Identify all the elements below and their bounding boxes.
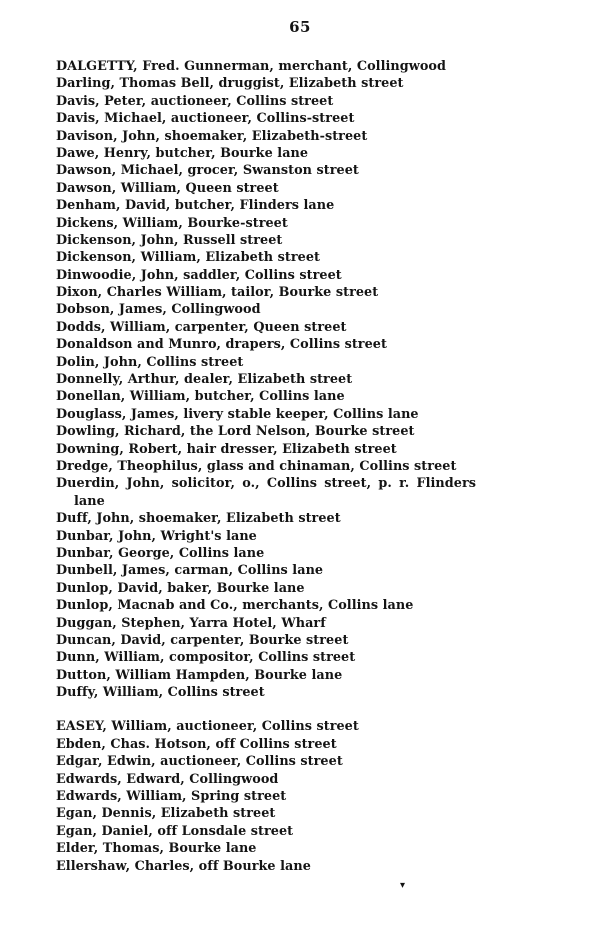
- directory-entry: Dolin, John, Collins street: [56, 354, 244, 370]
- directory-entry: EASEY, William, auctioneer, Collins street: [56, 719, 359, 735]
- directory-entry: Dunlop, Macnab and Co., merchants, Collins lane: [56, 598, 414, 614]
- page-number: 65: [289, 18, 311, 36]
- directory-entry: Ebden, Chas. Hotson, off Collins street: [56, 736, 337, 752]
- directory-entry: Dowling, Richard, the Lord Nelson, Bourke street: [56, 424, 415, 440]
- directory-entry: Davis, Michael, auctioneer, Collins-street: [56, 111, 355, 127]
- directory-entry: Davison, John, shoemaker, Elizabeth-street: [56, 128, 368, 144]
- directory-entry: Douglass, James, livery stable keeper, Collins lane: [56, 406, 419, 422]
- directory-entry: Egan, Daniel, off Lonsdale street: [56, 823, 294, 839]
- directory-entry: Davis, Peter, auctioneer, Collins street: [56, 93, 334, 109]
- directory-entry: Elder, Thomas, Bourke lane: [56, 841, 257, 857]
- directory-entry: Dunbar, George, Collins lane: [56, 545, 265, 561]
- directory-entry: Duff, John, shoemaker, Elizabeth street: [56, 511, 341, 527]
- directory-entry: Donaldson and Munro, drapers, Collins street: [56, 337, 387, 353]
- directory-entry: Downing, Robert, hair dresser, Elizabeth street: [56, 441, 397, 457]
- directory-entry: Dawe, Henry, butcher, Bourke lane: [56, 145, 309, 161]
- directory-entry: Donnelly, Arthur, dealer, Elizabeth street: [56, 372, 353, 388]
- directory-entry: Ellershaw, Charles, off Bourke lane: [56, 858, 311, 874]
- directory-entry: Dutton, William Hampden, Bourke lane: [56, 667, 343, 683]
- directory-entry: Dawson, William, Queen street: [56, 180, 279, 196]
- directory-entry: Dixon, Charles William, tailor, Bourke street: [56, 285, 379, 301]
- directory-entry: Egan, Dennis, Elizabeth street: [56, 806, 276, 822]
- directory-entry: Darling, Thomas Bell, druggist, Elizabeth street: [56, 76, 404, 92]
- directory-entry: Edwards, William, Spring street: [56, 789, 287, 805]
- directory-entry: Denham, David, butcher, Flinders lane: [56, 198, 335, 214]
- directory-entry: Dredge, Theophilus, glass and chinaman, Collins street: [56, 458, 457, 474]
- directory-entry: Dickenson, John, Russell street: [56, 232, 283, 248]
- directory-entry: Dodds, William, carpenter, Queen street: [56, 319, 347, 335]
- directory-entry: Dobson, James, Collingwood: [56, 302, 261, 318]
- section-gap: [56, 701, 476, 718]
- directory-entry: Donellan, William, butcher, Collins lane: [56, 389, 345, 405]
- directory-entry: Dinwoodie, John, saddler, Collins street: [56, 267, 342, 283]
- directory-entry: Dunn, William, compositor, Collins street: [56, 650, 356, 666]
- footer-mark: ▾: [400, 880, 406, 891]
- directory-entry: Duncan, David, carpenter, Bourke street: [56, 632, 349, 648]
- directory-entries: [56, 58, 476, 875]
- directory-entry: Duerdin, John, solicitor, o., Collins street, p. r. Flinders lane: [56, 476, 476, 509]
- directory-entry: Dawson, Michael, grocer, Swanston street: [56, 163, 359, 179]
- directory-entry: Dunbar, John, Wright's lane: [56, 528, 257, 544]
- directory-entry: Dickenson, William, Elizabeth street: [56, 250, 320, 266]
- directory-entry: Dunbell, James, carman, Collins lane: [56, 563, 324, 579]
- directory-entry: DALGETTY, Fred. Gunnerman, merchant, Collingwood: [56, 59, 446, 74]
- directory-entry: Duggan, Stephen, Yarra Hotel, Wharf: [56, 615, 326, 631]
- directory-entry: Edgar, Edwin, auctioneer, Collins street: [56, 754, 343, 770]
- directory-entry: Duffy, William, Collins street: [56, 685, 265, 701]
- directory-entry: Dickens, William, Bourke-street: [56, 215, 288, 231]
- directory-entry: Edwards, Edward, Collingwood: [56, 771, 279, 787]
- directory-entry: Dunlop, David, baker, Bourke lane: [56, 580, 305, 596]
